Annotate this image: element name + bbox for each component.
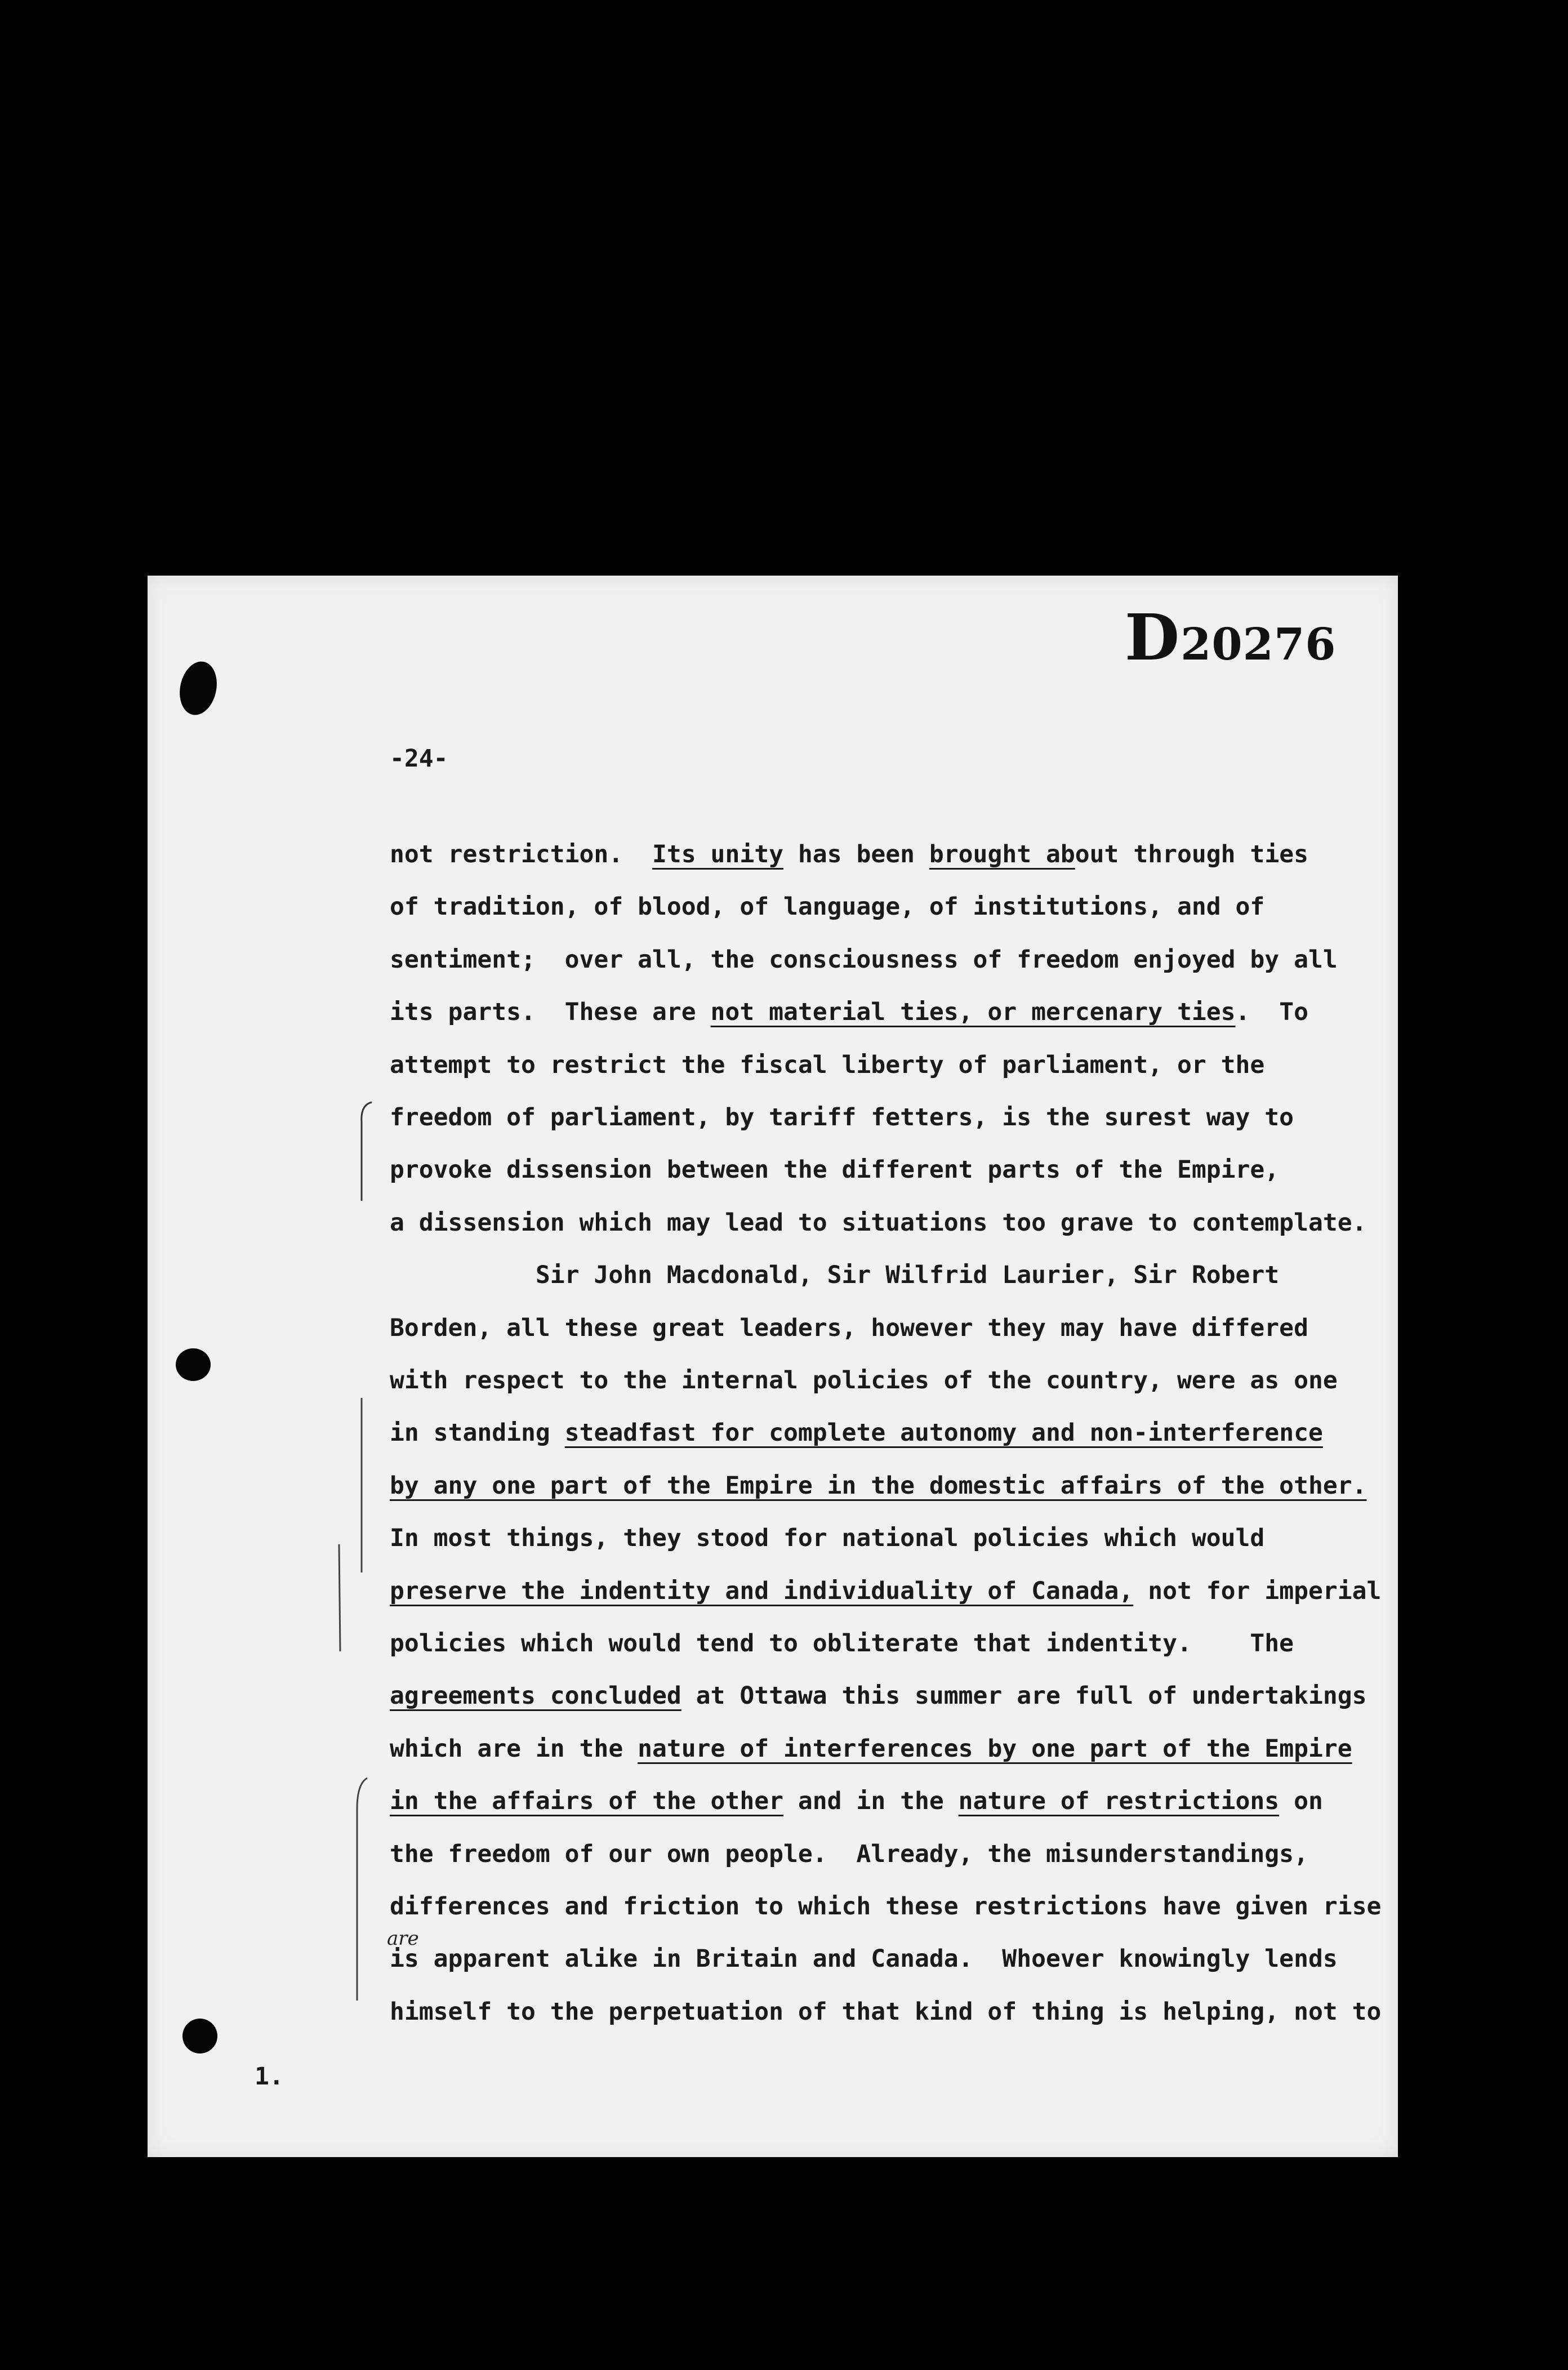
text-segment: a dissension which may lead to situations too grave to contemplate.: [390, 1208, 1367, 1237]
text-segment: not restriction.: [390, 840, 652, 868]
text-segment: has been: [783, 840, 929, 868]
text-line: [390, 1577, 1381, 1605]
text-line: [390, 1051, 1264, 1079]
text-line: [390, 1945, 1338, 1973]
text-segment: on: [1279, 1787, 1323, 1816]
text-segment: not for imperial: [1133, 1576, 1382, 1605]
text-segment: the freedom of our own people. Already, the misunderstandings,: [390, 1839, 1308, 1868]
underlined-text: agreements concluded: [390, 1682, 681, 1710]
text-line: [390, 1840, 1308, 1868]
text-line: [390, 1787, 1323, 1815]
page-number: -24-: [390, 745, 448, 773]
underlined-text: in the affairs of the other: [390, 1787, 783, 1816]
text-line: [390, 998, 1308, 1026]
text-line: [390, 1682, 1367, 1710]
text-line: [390, 946, 1338, 974]
text-segment: provoke dissension between the different parts of the Empire,: [390, 1156, 1280, 1184]
document-page: [148, 576, 1398, 2157]
text-segment: policies which would tend to obliterate that indentity. The: [390, 1629, 1294, 1658]
document-stamp: D20276: [1125, 601, 1337, 675]
text-segment: attempt to restrict the fiscal liberty of parliament, or the: [390, 1050, 1265, 1079]
text-line: [390, 1366, 1338, 1395]
text-segment: which are in the: [390, 1734, 638, 1763]
underlined-text: by any one part of the Empire in the domestic affairs of the other.: [390, 1471, 1367, 1500]
text-segment: Sir John Macdonald, Sir Wilfrid Laurier, Sir Robert: [390, 1261, 1280, 1290]
text-segment: at Ottawa this summer are full of undertakings: [681, 1682, 1367, 1710]
punch-hole: [176, 1348, 211, 1381]
margin-bracket: [356, 1099, 378, 1212]
text-segment: . To: [1235, 998, 1308, 1027]
text-line: [390, 893, 1264, 921]
margin-bracket: [328, 1387, 378, 1668]
text-segment: out through ties: [1075, 840, 1308, 868]
text-segment: In most things, they stood for national policies which would: [390, 1524, 1265, 1553]
text-line: [390, 1735, 1352, 1763]
underlined-text: steadfast for complete autonomy and non-interference: [564, 1419, 1323, 1447]
text-line: [390, 1524, 1264, 1552]
underlined-text: not material ties, or mercenary ties: [710, 998, 1236, 1027]
text-segment: in standing: [390, 1419, 565, 1447]
text-segment: and in the: [783, 1787, 959, 1816]
text-line: [390, 1998, 1381, 2026]
underlined-text: nature of restrictions: [958, 1787, 1280, 1816]
underlined-text: Its unity: [652, 840, 783, 868]
text-segment: Borden, all these great leaders, however they may have differed: [390, 1313, 1308, 1342]
text-line: [390, 1472, 1367, 1500]
text-line: [390, 1103, 1294, 1131]
margin-bracket: [350, 1775, 373, 2012]
text-line: [390, 1419, 1323, 1447]
text-line: [390, 1156, 1279, 1184]
text-line: [390, 1314, 1308, 1342]
text-line: [390, 1629, 1294, 1658]
text-segment: sentiment; over all, the consciousness of freedom enjoyed by all: [390, 945, 1338, 974]
text-segment: is apparent alike in Britain and Canada. Whoever knowingly lends: [390, 1945, 1338, 1973]
text-line: [390, 840, 1308, 868]
text-line: [390, 1892, 1381, 1921]
underlined-text: nature of interferences by one part of the Empire: [638, 1734, 1352, 1763]
text-segment: with respect to the internal policies of the country, were as one: [390, 1366, 1338, 1395]
text-line: [390, 1261, 1279, 1289]
text-line: [390, 1209, 1367, 1237]
underlined-text: brought ab: [929, 840, 1075, 868]
handwritten-correction: are: [387, 1927, 419, 1950]
punch-hole: [175, 658, 222, 718]
punch-hole: [182, 2019, 217, 2053]
text-segment: freedom of parliament, by tariff fetters, is the surest way to: [390, 1103, 1294, 1131]
text-segment: himself to the perpetuation of that kind of thing is helping, not to: [390, 1997, 1382, 2026]
text-segment: its parts. These are: [390, 998, 711, 1027]
text-segment: differences and friction to which these restrictions have given rise: [390, 1892, 1382, 1921]
text-segment: of tradition, of blood, of language, of institutions, and of: [390, 893, 1265, 921]
underlined-text: preserve the indentity and individuality of Canada,: [390, 1576, 1134, 1605]
footer-number: 1.: [255, 2062, 284, 2091]
